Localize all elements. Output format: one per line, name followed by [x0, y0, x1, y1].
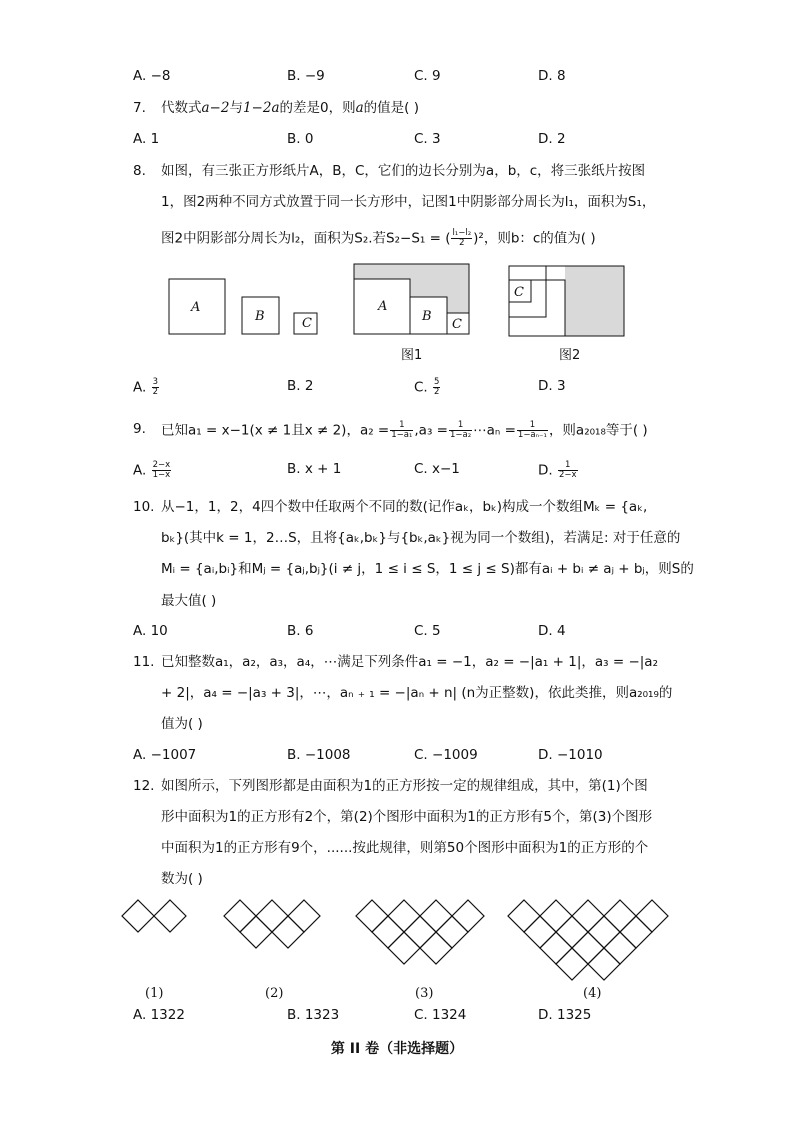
- q9-stem: 已知a₁ = x−1(x ≠ 1且x ≠ 2)，a₂ = $\frac{1}{\text{1−a₁}}$ ,a₃ = $\frac{1}{\text{1−a₂}}$ ⋯aₙ = $\frac{1}{\text{1−aₙ₋₁}}$ ，则a₂₀₁₈等于( ): [161, 420, 648, 440]
- q10-line2: bₖ}(其中k = 1，2…S，且将{aₖ,bₖ}与{bₖ,aₖ}视为同一个数组)，若满足: 对于任意的: [161, 530, 681, 546]
- unit-square: [388, 932, 420, 964]
- q12-figure: [110, 890, 690, 1006]
- q7-stem: 代数式a−2与1−2a的差是0，则a的值是( ): [161, 100, 419, 116]
- q11-option-c: C. −1009: [414, 747, 478, 763]
- unit-square: [122, 900, 154, 932]
- q10-option-d: D. 4: [538, 623, 566, 639]
- unit-square: [556, 916, 588, 948]
- q10-option-b: B. 6: [287, 623, 314, 639]
- q8-option-b: B. 2: [287, 378, 314, 394]
- fig1-caption: 图1: [401, 348, 423, 363]
- unit-square: [224, 900, 256, 932]
- q8-line1: 如图，有三张正方形纸片A，B，C，它们的边长分别为a，b，c，将三张纸片按图: [161, 163, 646, 179]
- unit-square: [556, 948, 588, 980]
- unit-square: [572, 900, 604, 932]
- fig1-label-b: B: [422, 309, 432, 324]
- q7-option-a: A. 1: [133, 131, 160, 147]
- q10-line1: 从−1，1，2，4四个数中任取两个不同的数(记作aₖ，bₖ)构成一个数组Mₖ = {aₖ,: [161, 499, 648, 515]
- unit-square: [572, 932, 604, 964]
- q12-number: 12.: [133, 778, 155, 794]
- q7-number: 7.: [133, 100, 146, 116]
- q11-option-b: B. −1008: [287, 747, 351, 763]
- q12-line1: 如图所示，下列图形都是由面积为1的正方形按一定的规律组成，其中，第(1)个图: [161, 778, 648, 794]
- q6-option-a: A. −8: [133, 68, 171, 84]
- unit-square: [288, 900, 320, 932]
- q10-line4: 最大值( ): [161, 593, 217, 609]
- q8-option-a: A. $\frac{3}{2}$: [133, 377, 159, 397]
- q8-figure: [160, 258, 640, 366]
- unit-square: [436, 916, 468, 948]
- q10-line3: Mᵢ = {aᵢ,bᵢ}和Mⱼ = {aⱼ,bⱼ}(i ≠ j，1 ≤ i ≤ S，1 ≤ j ≤ S)都有aᵢ + bᵢ ≠ aⱼ + bⱼ，则S的: [161, 561, 694, 577]
- q8-option-c: C. $\frac{5}{2}$: [414, 377, 440, 397]
- q6-option-d: D. 8: [538, 68, 566, 84]
- fig2-label-c: C: [514, 285, 524, 300]
- unit-square: [372, 916, 404, 948]
- q12-line2: 形中面积为1的正方形有2个，第(2)个图形中面积为1的正方形有5个，第(3)个图形: [161, 809, 653, 825]
- label-c: C: [302, 316, 312, 331]
- unit-square: [256, 900, 288, 932]
- unit-square: [420, 932, 452, 964]
- q8-option-d: D. 3: [538, 378, 566, 394]
- q9-option-d: D. $\frac{1}{2-x}$: [538, 460, 577, 480]
- unit-square: [356, 900, 388, 932]
- q12-option-a: A. 1322: [133, 1007, 185, 1023]
- q7-option-d: D. 2: [538, 131, 566, 147]
- q12-option-b: B. 1323: [287, 1007, 340, 1023]
- unit-square: [588, 916, 620, 948]
- q11-option-d: D. −1010: [538, 747, 603, 763]
- q10-option-c: C. 5: [414, 623, 441, 639]
- unit-square: [620, 916, 652, 948]
- caption-1: (1): [145, 986, 164, 1001]
- unit-square: [636, 900, 668, 932]
- unit-square: [540, 900, 572, 932]
- fig2-caption: 图2: [559, 348, 581, 363]
- q9-number: 9.: [133, 421, 146, 437]
- caption-3: (3): [415, 986, 434, 1001]
- unit-square: [540, 932, 572, 964]
- label-a: A: [191, 300, 201, 315]
- unit-square: [604, 932, 636, 964]
- fig1-label-c: C: [452, 317, 462, 332]
- label-b: B: [255, 309, 265, 324]
- q11-option-a: A. −1007: [133, 747, 197, 763]
- unit-square: [452, 900, 484, 932]
- unit-square: [588, 948, 620, 980]
- unit-square: [154, 900, 186, 932]
- caption-4: (4): [583, 986, 602, 1001]
- q12-option-d: D. 1325: [538, 1007, 592, 1023]
- caption-2: (2): [265, 986, 284, 1001]
- q10-number: 10.: [133, 499, 155, 515]
- q7-option-c: C. 3: [414, 131, 441, 147]
- q11-number: 11.: [133, 654, 155, 670]
- unit-square: [508, 900, 540, 932]
- q11-line1: 已知整数a₁，a₂，a₃，a₄，⋯满足下列条件a₁ = −1，a₂ = −|a₁ + 1|，a₃ = −|a₂: [161, 654, 658, 670]
- q9-option-b: B. x + 1: [287, 461, 342, 477]
- q11-line2: + 2|，a₄ = −|a₃ + 3|，⋯，aₙ ₊ ₁ = −|aₙ + n| (n为正整数)，依此类推，则a₂₀₁₉的: [161, 685, 673, 701]
- unit-square: [272, 916, 304, 948]
- q12-line4: 数为( ): [161, 871, 203, 887]
- q10-option-a: A. 10: [133, 623, 168, 639]
- section-title: 第 II 卷（非选择题）: [330, 1041, 464, 1057]
- q6-option-c: C. 9: [414, 68, 441, 84]
- q7-option-b: B. 0: [287, 131, 314, 147]
- q9-option-a: A. $\frac{2-x}{1-x}$: [133, 460, 171, 480]
- unit-square: [388, 900, 420, 932]
- unit-square: [240, 916, 272, 948]
- q12-option-c: C. 1324: [414, 1007, 467, 1023]
- q11-line3: 值为( ): [161, 716, 203, 732]
- unit-square: [404, 916, 436, 948]
- q6-option-b: B. −9: [287, 68, 325, 84]
- q9-option-c: C. x−1: [414, 461, 460, 477]
- q12-line3: 中面积为1的正方形有9个，......按此规律，则第50个图形中面积为1的正方形的个: [161, 840, 649, 856]
- unit-square: [604, 900, 636, 932]
- unit-square: [524, 916, 556, 948]
- q8-number: 8.: [133, 163, 146, 179]
- unit-square: [420, 900, 452, 932]
- q8-line2: 1，图2两种不同方式放置于同一长方形中，记图1中阴影部分周长为l₁，面积为S₁，: [161, 194, 656, 210]
- fig1-label-a: A: [378, 299, 388, 314]
- q8-line3: 图2中阴影部分周长为l₂，面积为S₂.若S₂−S₁ = ( $\frac{\text{l₁−l₂}}{2}$ )²，则b：c的值为( ): [161, 228, 596, 248]
